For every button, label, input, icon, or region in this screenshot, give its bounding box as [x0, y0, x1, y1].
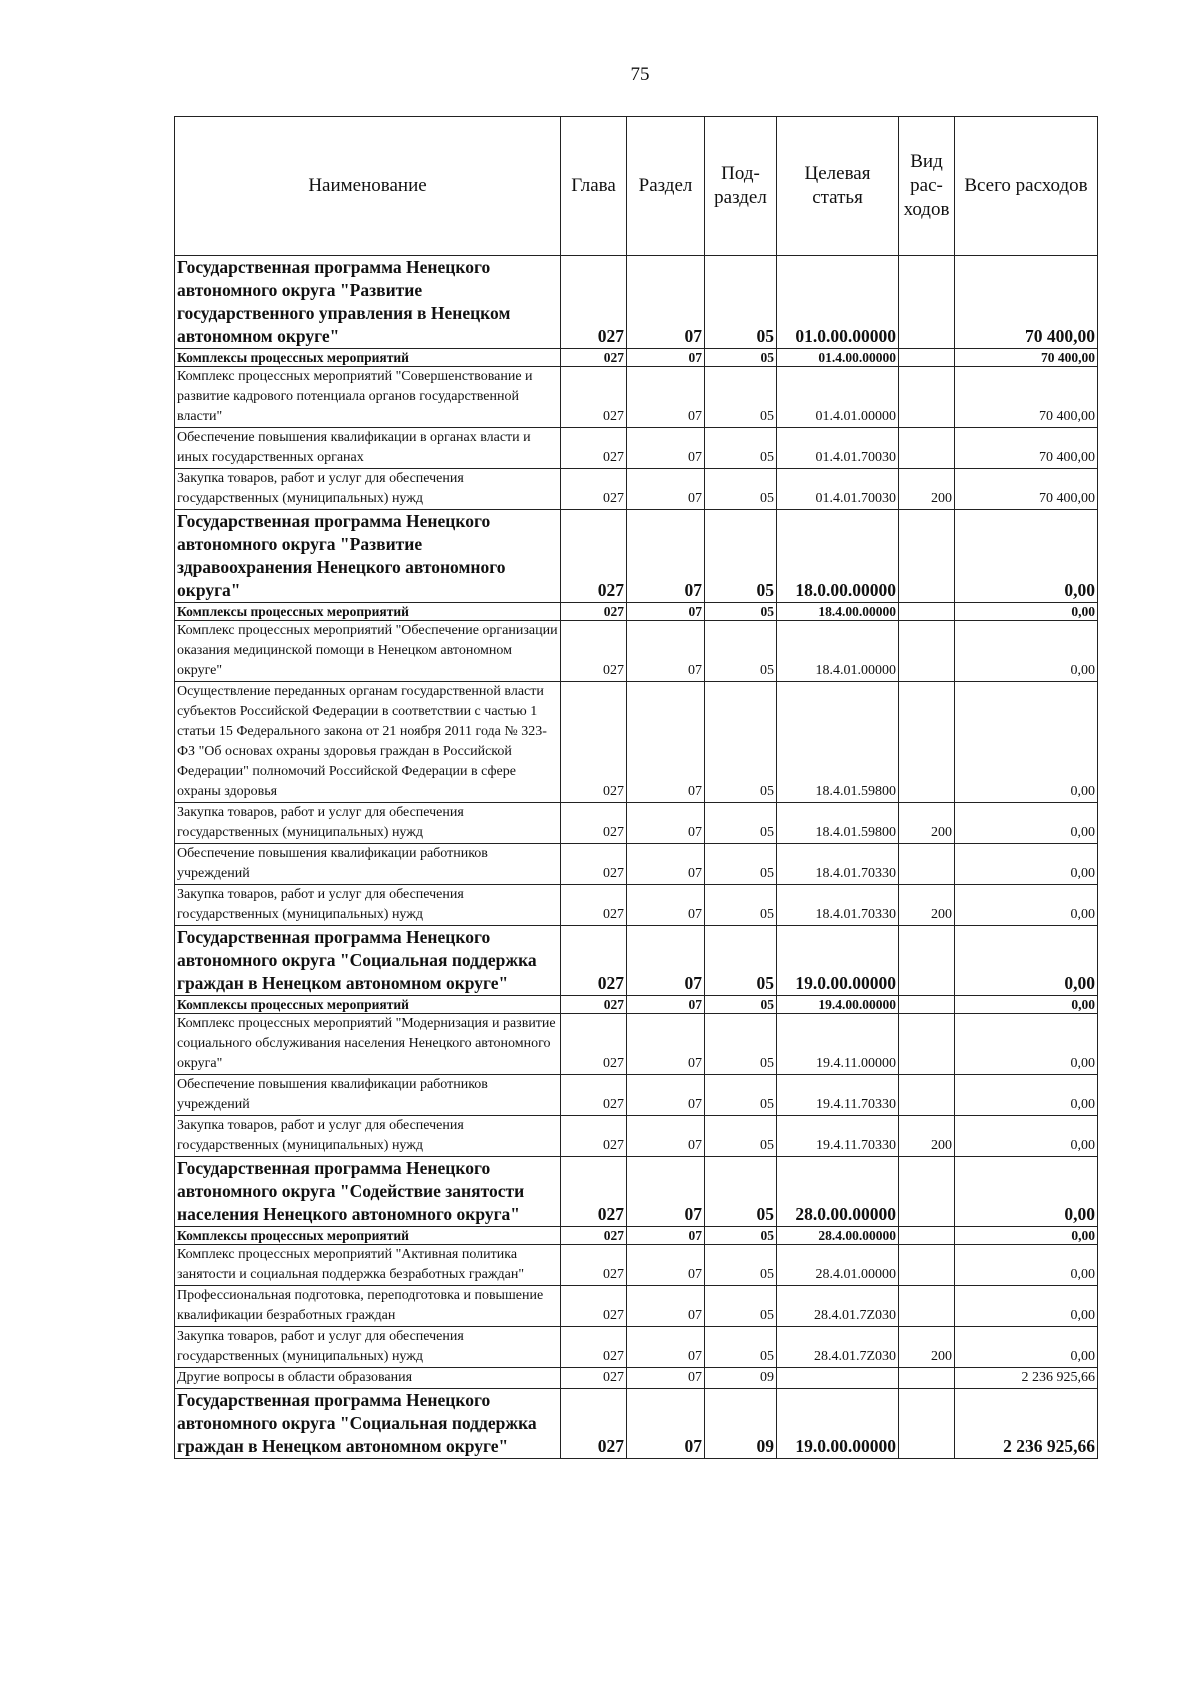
header-target: Целевая статья — [777, 117, 899, 256]
cell-kind: 200 — [899, 1327, 955, 1368]
header-name: Наименование — [175, 117, 561, 256]
header-kind: Вид рас-ходов — [899, 117, 955, 256]
table-row — [175, 1014, 1098, 1075]
cell-section: 07 — [627, 603, 705, 621]
cell-subsection: 05 — [705, 682, 777, 803]
cell-chapter: 027 — [561, 256, 627, 349]
cell-total: 0,00 — [955, 510, 1098, 603]
cell-kind — [899, 1286, 955, 1327]
cell-chapter: 027 — [561, 1227, 627, 1245]
cell-kind — [899, 1157, 955, 1227]
cell-chapter: 027 — [561, 1245, 627, 1286]
table-row — [175, 510, 1098, 603]
cell-name: Комплекс процессных мероприятий "Активная политика занятости и социальная поддержка безработных граждан" — [175, 1245, 561, 1286]
table-row — [175, 428, 1098, 469]
cell-total: 0,00 — [955, 803, 1098, 844]
cell-kind — [899, 428, 955, 469]
cell-section: 07 — [627, 1368, 705, 1389]
cell-name: Закупка товаров, работ и услуг для обеспечения государственных (муниципальных) нужд — [175, 1327, 561, 1368]
table-row — [175, 926, 1098, 996]
cell-name: Комплекс процессных мероприятий "Совершенствование и развитие кадрового потенциала органов государственной власти" — [175, 367, 561, 428]
cell-subsection: 05 — [705, 1157, 777, 1227]
cell-total: 0,00 — [955, 885, 1098, 926]
cell-name: Обеспечение повышения квалификации в органах власти и иных государственных органах — [175, 428, 561, 469]
cell-subsection: 05 — [705, 367, 777, 428]
cell-chapter: 027 — [561, 1368, 627, 1389]
cell-target: 18.4.01.70330 — [777, 885, 899, 926]
cell-total: 0,00 — [955, 1116, 1098, 1157]
cell-target: 19.0.00.00000 — [777, 926, 899, 996]
table-row — [175, 603, 1098, 621]
cell-total: 2 236 925,66 — [955, 1368, 1098, 1389]
cell-subsection: 05 — [705, 256, 777, 349]
cell-target: 19.4.00.00000 — [777, 996, 899, 1014]
cell-target: 18.4.00.00000 — [777, 603, 899, 621]
cell-target: 19.4.11.70330 — [777, 1075, 899, 1116]
table-body — [175, 256, 1098, 1459]
cell-name: Закупка товаров, работ и услуг для обеспечения государственных (муниципальных) нужд — [175, 1116, 561, 1157]
cell-subsection: 05 — [705, 428, 777, 469]
cell-section: 07 — [627, 1157, 705, 1227]
cell-section: 07 — [627, 1327, 705, 1368]
cell-target: 28.4.01.00000 — [777, 1245, 899, 1286]
cell-target: 19.4.11.00000 — [777, 1014, 899, 1075]
table-row — [175, 996, 1098, 1014]
cell-subsection: 05 — [705, 1286, 777, 1327]
cell-name: Закупка товаров, работ и услуг для обеспечения государственных (муниципальных) нужд — [175, 885, 561, 926]
cell-section: 07 — [627, 621, 705, 682]
table-row — [175, 1327, 1098, 1368]
cell-kind — [899, 510, 955, 603]
cell-section: 07 — [627, 803, 705, 844]
cell-kind — [899, 367, 955, 428]
cell-total: 0,00 — [955, 1014, 1098, 1075]
cell-section: 07 — [627, 510, 705, 603]
cell-chapter: 027 — [561, 926, 627, 996]
cell-chapter: 027 — [561, 1075, 627, 1116]
cell-name: Закупка товаров, работ и услуг для обеспечения государственных (муниципальных) нужд — [175, 469, 561, 510]
cell-section: 07 — [627, 428, 705, 469]
cell-target: 19.4.11.70330 — [777, 1116, 899, 1157]
table-row — [175, 1245, 1098, 1286]
cell-total: 0,00 — [955, 682, 1098, 803]
cell-chapter: 027 — [561, 428, 627, 469]
cell-section: 07 — [627, 349, 705, 367]
cell-section: 07 — [627, 1389, 705, 1459]
cell-subsection: 05 — [705, 1227, 777, 1245]
cell-chapter: 027 — [561, 1014, 627, 1075]
table-row — [175, 1116, 1098, 1157]
cell-name: Комплекс процессных мероприятий "Обеспечение организации оказания медицинской помощи в Ненецком автономном округе" — [175, 621, 561, 682]
table-row — [175, 256, 1098, 349]
cell-total: 0,00 — [955, 621, 1098, 682]
cell-subsection: 05 — [705, 621, 777, 682]
cell-section: 07 — [627, 1075, 705, 1116]
cell-name: Комплексы процессных мероприятий — [175, 1227, 561, 1245]
cell-kind — [899, 1389, 955, 1459]
cell-chapter: 027 — [561, 1116, 627, 1157]
cell-total: 0,00 — [955, 1227, 1098, 1245]
cell-chapter: 027 — [561, 349, 627, 367]
table-row — [175, 469, 1098, 510]
cell-total: 0,00 — [955, 1286, 1098, 1327]
table-row — [175, 367, 1098, 428]
header-chapter: Глава — [561, 117, 627, 256]
cell-chapter: 027 — [561, 996, 627, 1014]
cell-target: 01.4.01.00000 — [777, 367, 899, 428]
header-total: Всего расходов — [955, 117, 1098, 256]
cell-section: 07 — [627, 1286, 705, 1327]
cell-total: 70 400,00 — [955, 349, 1098, 367]
cell-section: 07 — [627, 1014, 705, 1075]
cell-target: 28.4.00.00000 — [777, 1227, 899, 1245]
cell-subsection: 05 — [705, 469, 777, 510]
cell-kind — [899, 926, 955, 996]
cell-subsection: 05 — [705, 349, 777, 367]
header-section: Раздел — [627, 117, 705, 256]
cell-total: 70 400,00 — [955, 428, 1098, 469]
cell-chapter: 027 — [561, 603, 627, 621]
table-row — [175, 803, 1098, 844]
table-row — [175, 844, 1098, 885]
cell-target: 18.4.01.59800 — [777, 682, 899, 803]
table-row — [175, 1368, 1098, 1389]
cell-target: 18.4.01.00000 — [777, 621, 899, 682]
cell-kind — [899, 349, 955, 367]
page-number: 75 — [630, 64, 650, 85]
cell-kind: 200 — [899, 1116, 955, 1157]
cell-section: 07 — [627, 1227, 705, 1245]
cell-target — [777, 1368, 899, 1389]
cell-target: 18.4.01.59800 — [777, 803, 899, 844]
table-row — [175, 349, 1098, 367]
table-row — [175, 1389, 1098, 1459]
cell-total: 0,00 — [955, 1157, 1098, 1227]
cell-name: Комплексы процессных мероприятий — [175, 603, 561, 621]
cell-subsection: 05 — [705, 1327, 777, 1368]
cell-target: 28.0.00.00000 — [777, 1157, 899, 1227]
cell-section: 07 — [627, 1245, 705, 1286]
cell-chapter: 027 — [561, 1327, 627, 1368]
cell-section: 07 — [627, 885, 705, 926]
cell-chapter: 027 — [561, 469, 627, 510]
cell-total: 0,00 — [955, 603, 1098, 621]
table-row — [175, 1227, 1098, 1245]
cell-target: 01.0.00.00000 — [777, 256, 899, 349]
cell-section: 07 — [627, 469, 705, 510]
cell-chapter: 027 — [561, 510, 627, 603]
table-row — [175, 1157, 1098, 1227]
cell-kind — [899, 603, 955, 621]
cell-chapter: 027 — [561, 367, 627, 428]
budget-table — [174, 116, 1098, 1459]
cell-total: 2 236 925,66 — [955, 1389, 1098, 1459]
cell-kind — [899, 1075, 955, 1116]
cell-name: Государственная программа Ненецкого автономного округа "Содействие занятости населения Ненецкого автономного округа" — [175, 1157, 561, 1227]
cell-chapter: 027 — [561, 621, 627, 682]
cell-name: Государственная программа Ненецкого автономного округа "Социальная поддержка граждан в Ненецком автономном округе" — [175, 1389, 561, 1459]
cell-kind — [899, 621, 955, 682]
cell-kind: 200 — [899, 803, 955, 844]
cell-subsection: 09 — [705, 1368, 777, 1389]
cell-name: Комплексы процессных мероприятий — [175, 349, 561, 367]
cell-kind — [899, 1368, 955, 1389]
cell-target: 28.4.01.7Z030 — [777, 1286, 899, 1327]
cell-subsection: 05 — [705, 510, 777, 603]
cell-name: Комплексы процессных мероприятий — [175, 996, 561, 1014]
cell-total: 70 400,00 — [955, 367, 1098, 428]
cell-kind — [899, 1227, 955, 1245]
header-subsection: Под-раздел — [705, 117, 777, 256]
cell-chapter: 027 — [561, 682, 627, 803]
cell-total: 0,00 — [955, 1245, 1098, 1286]
cell-target: 18.0.00.00000 — [777, 510, 899, 603]
table-row — [175, 621, 1098, 682]
cell-name: Государственная программа Ненецкого автономного округа "Социальная поддержка граждан в Ненецком автономном округе" — [175, 926, 561, 996]
table-row — [175, 1286, 1098, 1327]
table-row — [175, 1075, 1098, 1116]
cell-kind — [899, 996, 955, 1014]
cell-kind — [899, 1245, 955, 1286]
cell-kind — [899, 1014, 955, 1075]
cell-section: 07 — [627, 682, 705, 803]
cell-target: 28.4.01.7Z030 — [777, 1327, 899, 1368]
cell-subsection: 05 — [705, 603, 777, 621]
cell-section: 07 — [627, 256, 705, 349]
cell-name: Государственная программа Ненецкого автономного округа "Развитие здравоохранения Ненецкого автономного округа" — [175, 510, 561, 603]
cell-kind — [899, 256, 955, 349]
cell-section: 07 — [627, 367, 705, 428]
cell-target: 01.4.00.00000 — [777, 349, 899, 367]
cell-total: 0,00 — [955, 844, 1098, 885]
table-header-row — [175, 117, 1098, 256]
cell-name: Комплекс процессных мероприятий "Модернизация и развитие социального обслуживания населения Ненецкого автономного округа" — [175, 1014, 561, 1075]
cell-subsection: 05 — [705, 844, 777, 885]
cell-target: 01.4.01.70030 — [777, 469, 899, 510]
cell-chapter: 027 — [561, 1389, 627, 1459]
cell-chapter: 027 — [561, 844, 627, 885]
cell-subsection: 05 — [705, 885, 777, 926]
cell-name: Обеспечение повышения квалификации работников учреждений — [175, 844, 561, 885]
cell-chapter: 027 — [561, 803, 627, 844]
cell-subsection: 05 — [705, 1014, 777, 1075]
cell-subsection: 05 — [705, 803, 777, 844]
cell-name: Другие вопросы в области образования — [175, 1368, 561, 1389]
cell-section: 07 — [627, 844, 705, 885]
cell-subsection: 05 — [705, 1245, 777, 1286]
cell-total: 70 400,00 — [955, 256, 1098, 349]
cell-target: 01.4.01.70030 — [777, 428, 899, 469]
cell-total: 0,00 — [955, 926, 1098, 996]
cell-kind — [899, 844, 955, 885]
cell-chapter: 027 — [561, 1286, 627, 1327]
cell-target: 19.0.00.00000 — [777, 1389, 899, 1459]
table-row — [175, 885, 1098, 926]
cell-section: 07 — [627, 996, 705, 1014]
cell-name: Профессиональная подготовка, переподготовка и повышение квалификации безработных граждан — [175, 1286, 561, 1327]
cell-chapter: 027 — [561, 1157, 627, 1227]
cell-subsection: 05 — [705, 996, 777, 1014]
cell-section: 07 — [627, 926, 705, 996]
cell-target: 18.4.01.70330 — [777, 844, 899, 885]
cell-name: Осуществление переданных органам государственной власти субъектов Российской Федерации в соответствии с частью 1 статьи 15 Федерального закона от 21 ноября 2011 года № 323-ФЗ "Об основах охраны здоровья граждан в Российской Федерации" полномочий Российской Федерации в сфере охраны здоровья — [175, 682, 561, 803]
cell-subsection: 05 — [705, 1075, 777, 1116]
cell-kind: 200 — [899, 469, 955, 510]
cell-name: Закупка товаров, работ и услуг для обеспечения государственных (муниципальных) нужд — [175, 803, 561, 844]
cell-name: Обеспечение повышения квалификации работников учреждений — [175, 1075, 561, 1116]
cell-subsection: 05 — [705, 926, 777, 996]
cell-kind — [899, 682, 955, 803]
cell-section: 07 — [627, 1116, 705, 1157]
table-row — [175, 682, 1098, 803]
cell-total: 0,00 — [955, 996, 1098, 1014]
cell-name: Государственная программа Ненецкого автономного округа "Развитие государственного управления в Ненецком автономном округе" — [175, 256, 561, 349]
cell-total: 0,00 — [955, 1075, 1098, 1116]
cell-chapter: 027 — [561, 885, 627, 926]
cell-total: 0,00 — [955, 1327, 1098, 1368]
cell-total: 70 400,00 — [955, 469, 1098, 510]
cell-subsection: 05 — [705, 1116, 777, 1157]
cell-kind: 200 — [899, 885, 955, 926]
cell-subsection: 09 — [705, 1389, 777, 1459]
